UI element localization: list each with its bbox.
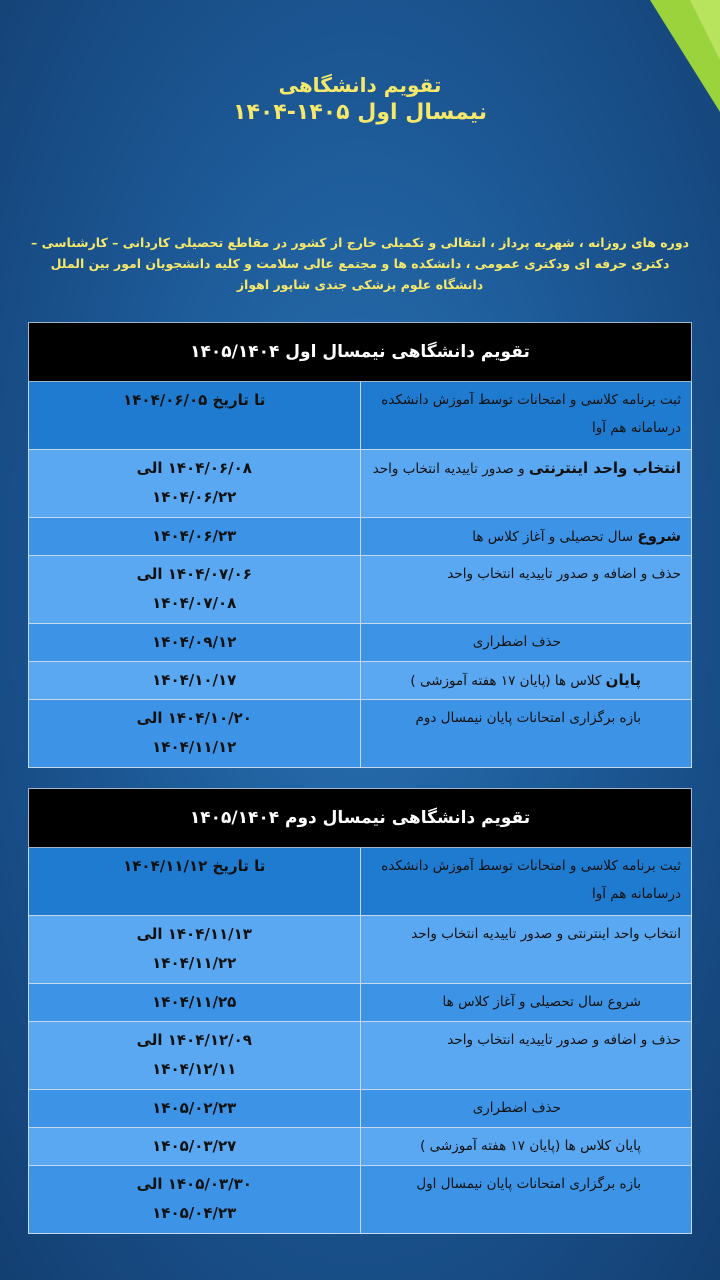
row-description: پایان کلاس ها (پایان ۱۷ هفته آموزشی ) [360,1128,692,1166]
table-row [29,916,692,984]
row-date: ۱۴۰۴/۱۰/۲۰ الی ۱۴۰۴/۱۱/۱۲ [29,700,361,768]
row-description: حذف و اضافه و صدور تاییدیه انتخاب واحد [360,1022,692,1090]
table-row [29,662,692,700]
row-date: ۱۴۰۵/۰۳/۳۰ الی ۱۴۰۵/۰۴/۲۳ [29,1166,361,1234]
row-date: ۱۴۰۵/۰۲/۲۳ [29,1090,361,1128]
row-date: ۱۴۰۴/۱۱/۲۵ [29,984,361,1022]
intro-line1: دوره های روزانه ، شهریه پرداز ، انتقالی و تکمیلی خارج از کشور در مقاطع تحصیلی کاردانی – کارشناسی – [30,235,690,250]
table-row [29,700,692,768]
table-row [29,518,692,556]
table-row [29,382,692,450]
row-date: تا تاریخ ۱۴۰۴/۰۶/۰۵ [29,382,361,450]
semester1-table [28,322,692,768]
semester2-table [28,788,692,1234]
row-date: ۱۴۰۴/۱۰/۱۷ [29,662,361,700]
table-row [29,1128,692,1166]
row-date: ۱۴۰۴/۱۲/۰۹ الی ۱۴۰۴/۱۲/۱۱ [29,1022,361,1090]
row-description: ثبت برنامه کلاسی و امتحانات توسط آموزش دانشکده درسامانه هم آوا [360,382,692,450]
corner-accent-highlight [690,0,720,60]
row-date: تا تاریخ ۱۴۰۴/۱۱/۱۲ [29,848,361,916]
semester1-heading: تقویم دانشگاهی نیمسال اول ۱۴۰۵/۱۴۰۴ [29,323,692,382]
intro-text [14,232,706,295]
table-row [29,1022,692,1090]
table-row [29,1090,692,1128]
row-description: حذف اضطراری [360,624,692,662]
row-date: ۱۴۰۵/۰۳/۲۷ [29,1128,361,1166]
page-title-line2: نیمسال اول ۱۴۰۵-۱۴۰۴ [233,100,487,125]
table-row [29,984,692,1022]
row-date: ۱۴۰۴/۰۶/۰۸ الی ۱۴۰۴/۰۶/۲۲ [29,450,361,518]
row-description: شروع سال تحصیلی و آغاز کلاس ها [360,518,692,556]
table-row [29,624,692,662]
row-description: حذف اضطراری [360,1090,692,1128]
row-description: شروع سال تحصیلی و آغاز کلاس ها [360,984,692,1022]
row-date: ۱۴۰۴/۰۹/۱۲ [29,624,361,662]
table-row [29,1166,692,1234]
table-row [29,450,692,518]
semester2-heading: تقویم دانشگاهی نیمسال دوم ۱۴۰۵/۱۴۰۴ [29,789,692,848]
row-date: ۱۴۰۴/۰۶/۲۳ [29,518,361,556]
page-title [0,72,720,128]
row-description: حذف و اضافه و صدور تاییدیه انتخاب واحد [360,556,692,624]
row-date: ۱۴۰۴/۱۱/۱۳ الی ۱۴۰۴/۱۱/۲۲ [29,916,361,984]
row-description: بازه برگزاری امتحانات پایان نیمسال دوم [360,700,692,768]
row-description: بازه برگزاری امتحانات پایان نیمسال اول [360,1166,692,1234]
page-title-line1: تقویم دانشگاهی [278,73,442,97]
row-description: انتخاب واحد اینترنتی و صدور تاییدیه انتخاب واحد [360,450,692,518]
table-row [29,556,692,624]
row-description: انتخاب واحد اینترنتی و صدور تاییدیه انتخاب واحد [360,916,692,984]
table-row [29,848,692,916]
row-description: پایان کلاس ها (پایان ۱۷ هفته آموزشی ) [360,662,692,700]
intro-line2: دکتری حرفه ای ودکتری عمومی ، دانشکده ها و مجتمع عالی سلامت و کلیه دانشجویان امور بین الملل [50,256,670,271]
row-description: ثبت برنامه کلاسی و امتحانات توسط آموزش دانشکده درسامانه هم آوا [360,848,692,916]
intro-line3: دانشگاه علوم پزشکی جندی شاپور اهواز [236,277,484,292]
row-date: ۱۴۰۴/۰۷/۰۶ الی ۱۴۰۴/۰۷/۰۸ [29,556,361,624]
